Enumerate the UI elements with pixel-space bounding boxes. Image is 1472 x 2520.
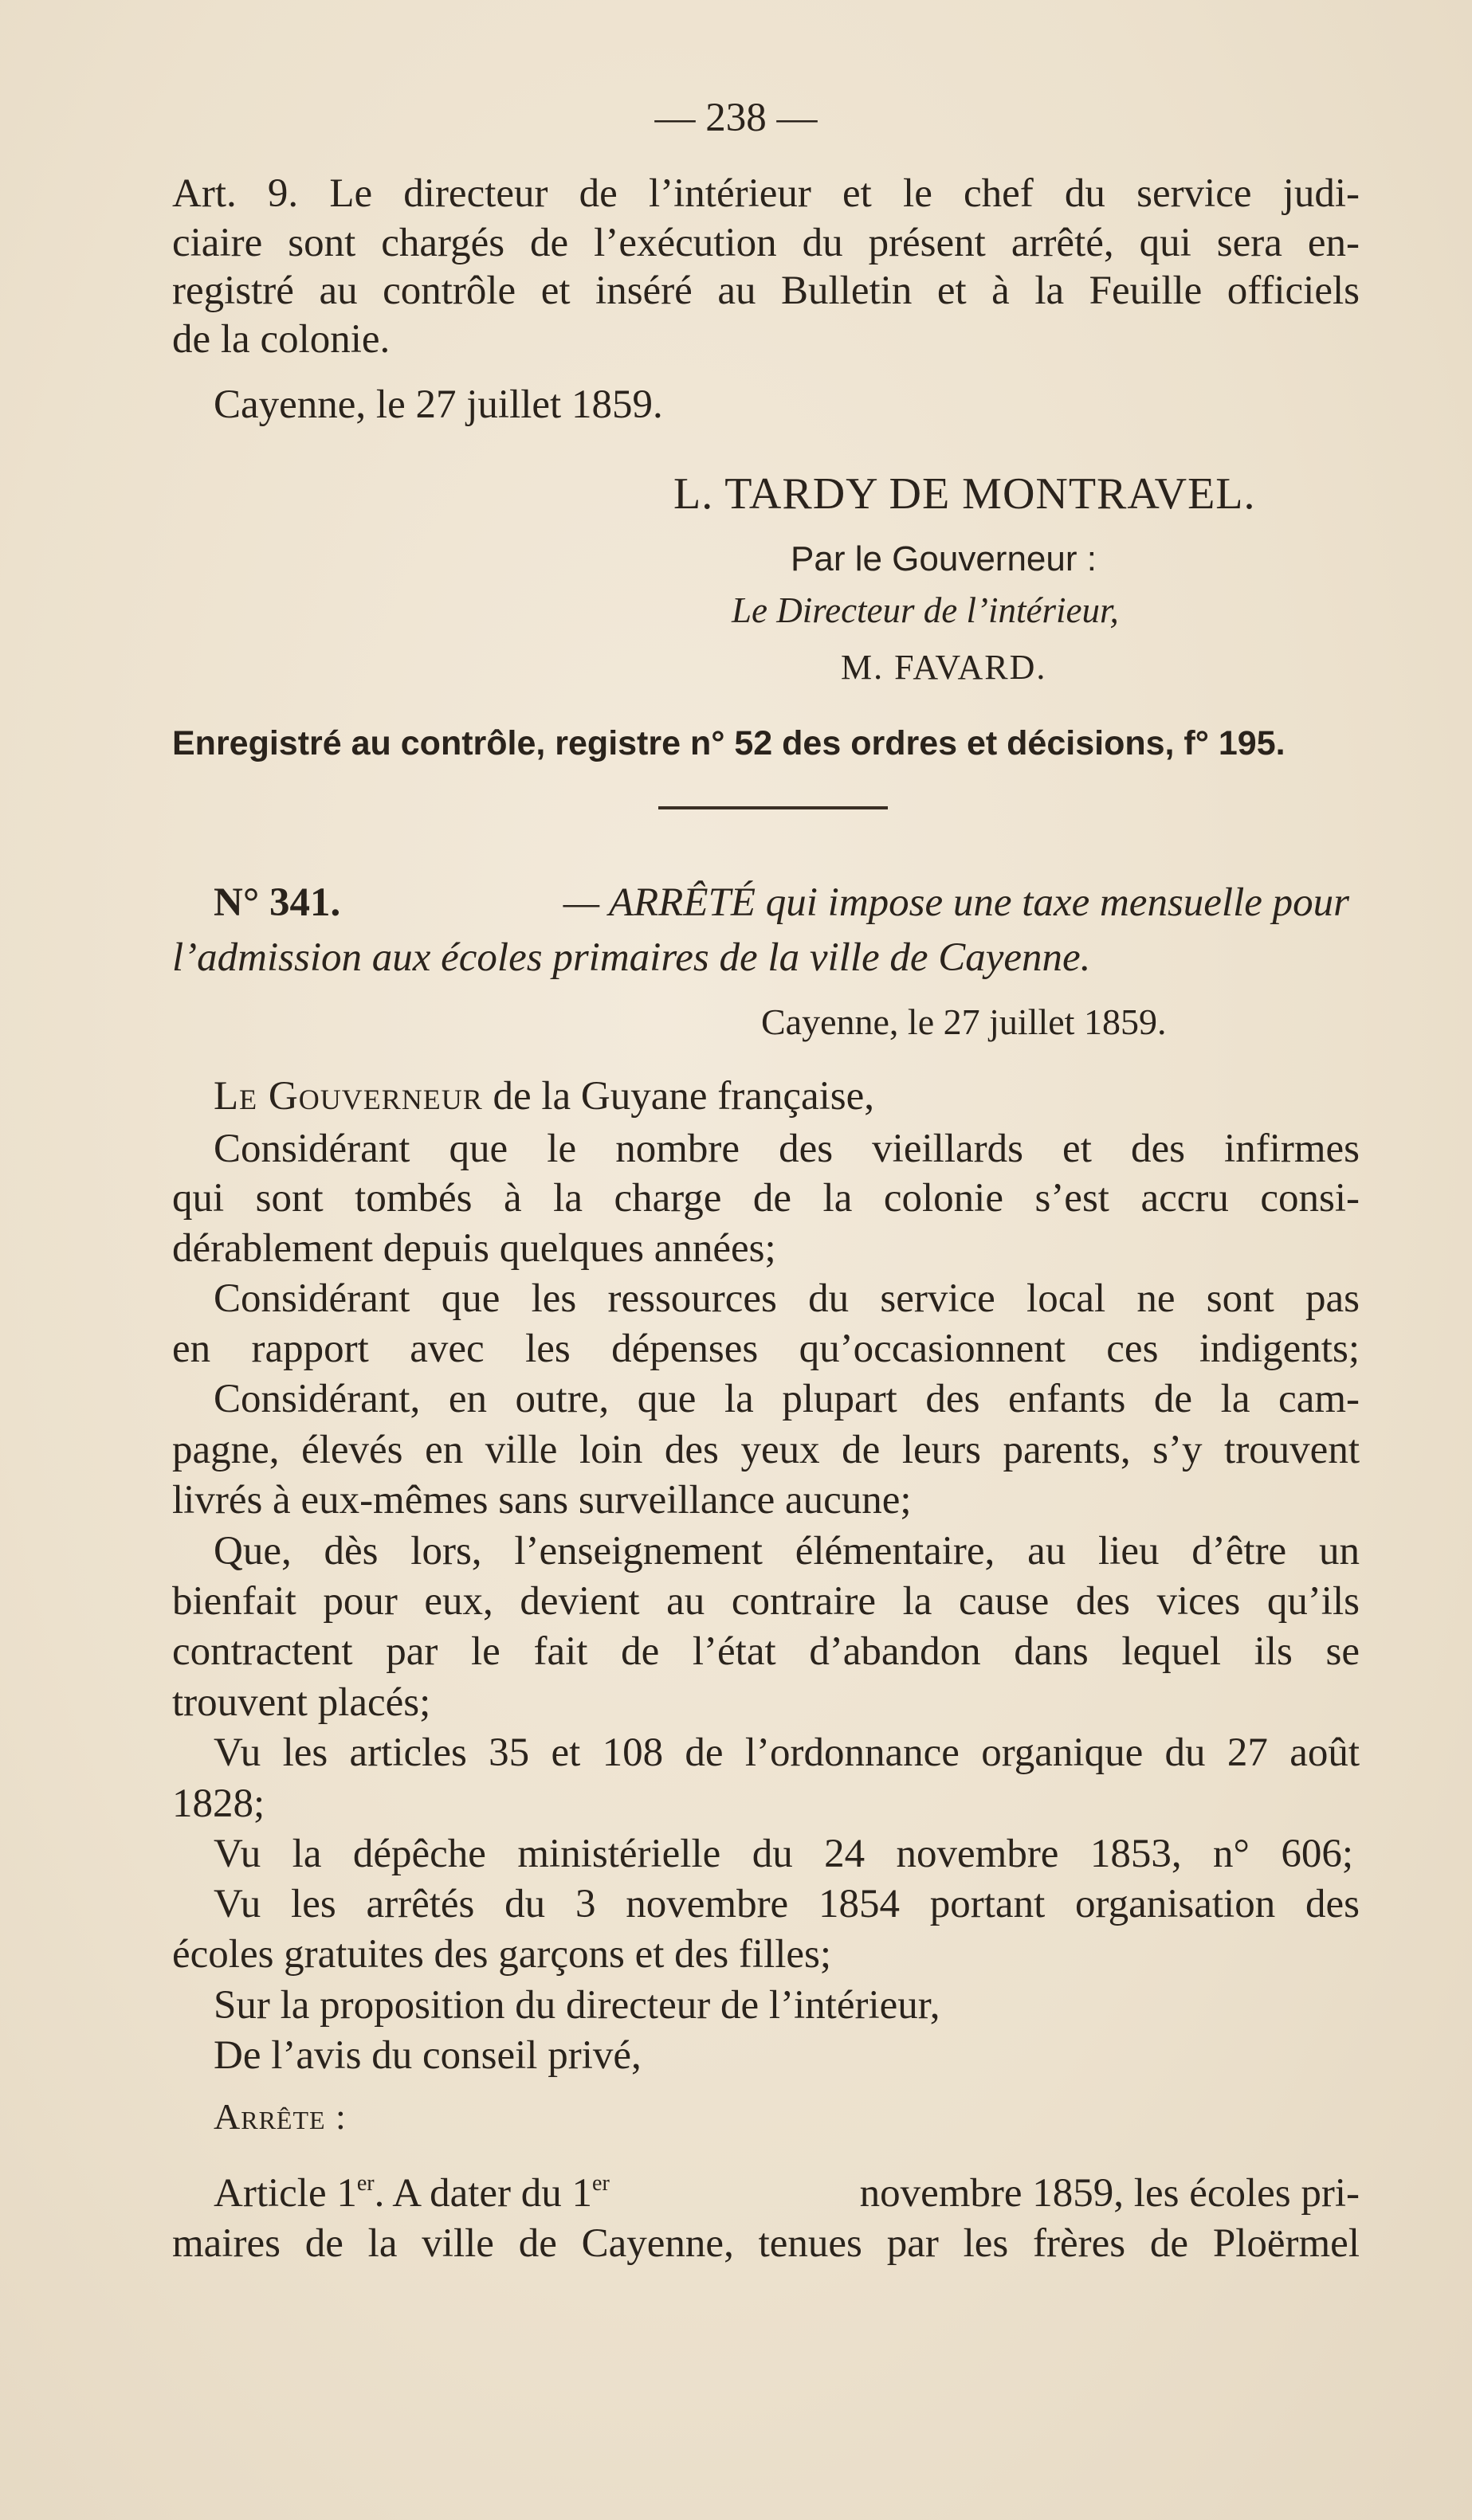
text-line: Sur la proposition du directeur de l’intérieur, bbox=[214, 1983, 940, 2028]
governor-rest: de la Guyane française, bbox=[482, 1074, 875, 1119]
text-line: bienfait pour eux, devient au contraire la cause des vices qu’ils bbox=[172, 1579, 1360, 1624]
text-line: Considérant, en outre, que la plupart des enfants de la cam- bbox=[214, 1377, 1360, 1421]
registration-note: Enregistré au contrôle, registre n° 52 des ordres et décisions, f° 195. bbox=[172, 724, 1286, 762]
governor-caps: Le Gouverneur bbox=[214, 1074, 483, 1119]
text-line: pagne, élevés en ville loin des yeux de leurs parents, s’y trouvent bbox=[172, 1428, 1360, 1472]
governor-line bbox=[214, 1072, 874, 1120]
director-name: M. FAVARD. bbox=[841, 648, 1047, 687]
text-line: Que, dès lors, l’enseignement élémentaire, au lieu d’être un bbox=[214, 1529, 1360, 1574]
arrete-heading: Arrête : bbox=[214, 2096, 347, 2137]
decree-title-line-1 bbox=[214, 879, 1349, 927]
article-1-text: novembre 1859, les écoles pri- bbox=[859, 2171, 1360, 2216]
text-line: livrés à eux-mêmes sans surveillance aucune; bbox=[172, 1478, 912, 1523]
text-line: Considérant que le nombre des vieillards et des infirmes bbox=[214, 1127, 1360, 1171]
decree-title-line-2: l’admission aux écoles primaires de la ville de Cayenne. bbox=[172, 935, 1091, 980]
text-line: Vu la dépêche ministérielle du 24 novembre 1853, n° 606; bbox=[214, 1832, 1353, 1876]
text-line: en rapport avec les dépenses qu’occasionnent ces indigents; bbox=[172, 1327, 1360, 1371]
text-line: de la colonie. bbox=[172, 317, 391, 362]
decree-number: N° 341. bbox=[214, 880, 341, 925]
director-title: Le Directeur de l’intérieur, bbox=[732, 590, 1119, 630]
section-divider bbox=[658, 806, 888, 809]
text-line: trouvent placés; bbox=[172, 1680, 431, 1725]
article-1-label: Article 1er. A dater du 1er bbox=[214, 2171, 610, 2216]
by-governor-line: Par le Gouverneur : bbox=[791, 539, 1097, 578]
text-line: 1828; bbox=[172, 1781, 265, 1826]
decree-date: Cayenne, le 27 juillet 1859. bbox=[761, 1001, 1167, 1042]
page-number: — 238 — bbox=[654, 96, 818, 140]
decree-title: — ARRÊTÉ qui impose une taxe mensuelle pour bbox=[563, 880, 1349, 925]
text-line: ciaire sont chargés de l’exécution du présent arrêté, qui sera en- bbox=[172, 221, 1360, 265]
text-line: contractent par le fait de l’état d’abandon dans lequel ils se bbox=[172, 1629, 1360, 1674]
text-line: qui sont tombés à la charge de la colonie s’est accru consi- bbox=[172, 1176, 1360, 1221]
text-line: Vu les articles 35 et 108 de l’ordonnance organique du 27 août bbox=[214, 1730, 1360, 1775]
article-9-date: Cayenne, le 27 juillet 1859. bbox=[214, 382, 663, 427]
article-1-line-1 bbox=[214, 2169, 1360, 2217]
text-line: écoles gratuites des garçons et des filles; bbox=[172, 1932, 832, 1977]
text-line: maires de la ville de Cayenne, tenues par les frères de Ploërmel bbox=[172, 2221, 1360, 2266]
text-line: Art. 9. Le directeur de l’intérieur et le chef du service judi- bbox=[172, 171, 1360, 216]
governor-signature: L. TARDY DE MONTRAVEL. bbox=[673, 469, 1256, 519]
text-line: De l’avis du conseil privé, bbox=[214, 2033, 642, 2078]
text-line: registré au contrôle et inséré au Bulletin et à la Feuille officiels bbox=[172, 268, 1360, 313]
text-line: Considérant que les ressources du service local ne sont pas bbox=[214, 1276, 1360, 1321]
text-line: dérablement depuis quelques années; bbox=[172, 1226, 776, 1271]
text-line: Vu les arrêtés du 3 novembre 1854 portant organisation des bbox=[214, 1882, 1360, 1926]
